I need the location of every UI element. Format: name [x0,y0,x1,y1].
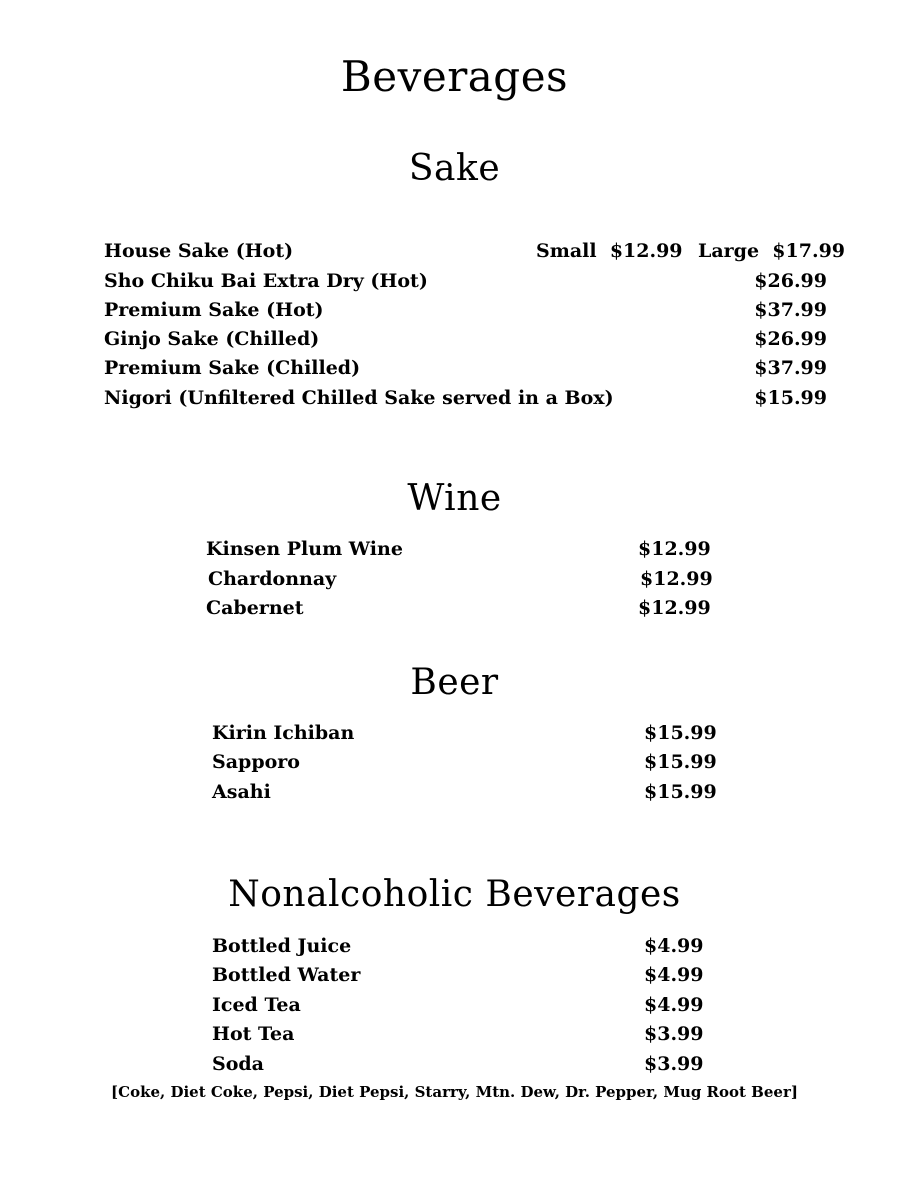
size-label: Large [698,240,760,262]
item-price: $15.99 [754,387,827,409]
item-price: $15.99 [644,781,717,803]
menu-item [0,389,909,413]
menu-item [0,1055,909,1079]
menu-item [0,753,909,777]
item-price: $15.99 [644,751,717,773]
item-price: $12.99 [640,568,713,590]
page-title: Beverages [340,52,569,101]
item-name: Kirin Ichiban [212,722,355,744]
item-price: $37.99 [754,357,827,379]
menu-item [0,996,909,1020]
item-name: Chardonnay [208,568,337,590]
item-name: Hot Tea [212,1023,295,1045]
menu-item-house-sake [0,242,909,266]
item-name: Kinsen Plum Wine [206,538,403,560]
item-name: Ginjo Sake (Chilled) [104,328,320,350]
item-price: $12.99 [638,597,711,619]
soda-note: [Coke, Diet Coke, Pepsi, Diet Pepsi, Starry, Mtn. Dew, Dr. Pepper, Mug Root Beer] [111,1083,798,1101]
menu-item [0,783,909,807]
menu-item [0,966,909,990]
item-price: $15.99 [644,722,717,744]
item-name: Asahi [212,781,271,803]
menu-item [0,330,909,354]
menu-item [0,724,909,748]
item-price: $12.99 [609,240,683,262]
item-price: $17.99 [772,240,846,262]
section-title-wine: Wine [407,478,502,519]
item-price: $3.99 [644,1023,704,1045]
item-name: Bottled Water [212,964,361,986]
item-name: Premium Sake (Chilled) [104,357,361,379]
item-name: Bottled Juice [212,935,352,957]
item-price: $26.99 [754,328,827,350]
item-name: House Sake (Hot) [104,240,294,262]
item-name: Nigori (Unfiltered Chilled Sake served in a Box) [104,387,614,409]
menu-item [0,599,909,623]
item-price: $4.99 [644,964,704,986]
section-title-beer: Beer [410,662,499,703]
menu-item [0,359,909,383]
menu-item [0,272,909,296]
item-price: $12.99 [638,538,711,560]
section-title-nonalcoholic: Nonalcoholic Beverages [228,874,681,915]
item-name: Sho Chiku Bai Extra Dry (Hot) [104,270,428,292]
size-large [698,242,845,261]
item-name: Sapporo [212,751,300,773]
item-name: Iced Tea [212,994,301,1016]
item-price: $26.99 [754,270,827,292]
item-price: $3.99 [644,1053,704,1075]
item-price: $37.99 [754,299,827,321]
menu-item [0,301,909,325]
item-price: $4.99 [644,935,704,957]
item-name: Soda [212,1053,264,1075]
section-title-sake: Sake [408,148,501,189]
item-name: Cabernet [206,597,304,619]
size-small [536,242,683,261]
menu-item [0,1025,909,1049]
item-name: Premium Sake (Hot) [104,299,324,321]
menu-item [0,570,909,594]
menu-item [0,937,909,961]
menu-item [0,540,909,564]
item-price: $4.99 [644,994,704,1016]
size-label: Small [536,240,597,262]
